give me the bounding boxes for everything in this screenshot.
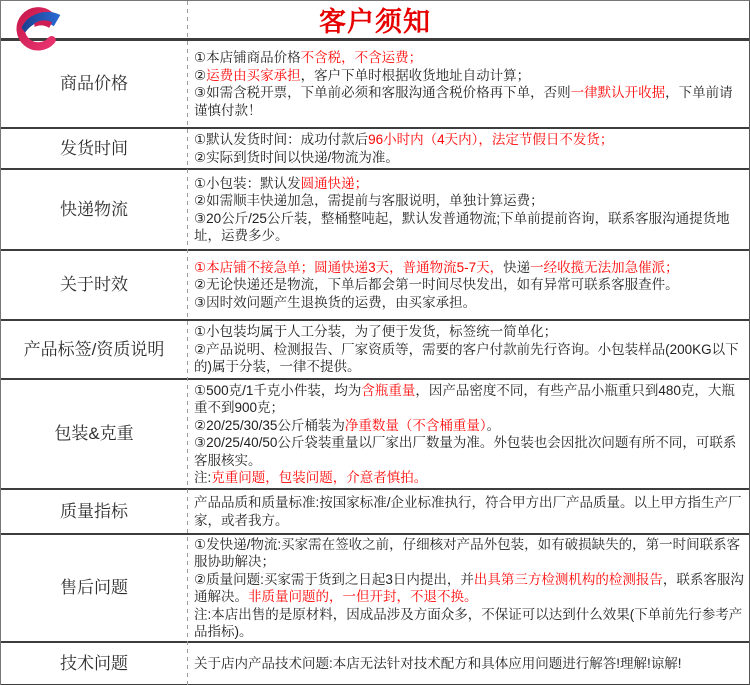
text-segment: ①默认发货时间：成功付款后	[194, 132, 369, 147]
notice-line	[194, 341, 745, 376]
text-segment: 产品品质和质量标准:按国家标准/企业标准执行，符合甲方出厂产品质量。以上甲方指生产厂家，或者我方。	[194, 495, 742, 528]
notice-line	[194, 606, 745, 641]
row-content	[187, 251, 749, 319]
text-segment: 含瓶重量	[361, 382, 416, 398]
text-segment: 运费由买家承担	[206, 67, 301, 83]
notice-line	[194, 210, 745, 245]
notice-line	[194, 84, 745, 119]
row-label-cell	[1, 380, 187, 488]
column-divider	[187, 1, 188, 685]
table-row-shipping-time	[1, 129, 749, 170]
table-row-after-sales	[1, 535, 749, 643]
notice-line	[194, 49, 745, 67]
text-segment: ③如需含税开票，下单前必须和客服沟通含税价格再下单，否则	[194, 85, 571, 100]
notice-line	[194, 276, 745, 294]
row-label-cell	[1, 490, 187, 533]
text-segment: ②质量问题:买家需于货到之日起3日内提出，并	[194, 571, 474, 587]
text-segment: 出具第三方检测机构的检测报告	[473, 571, 663, 587]
brand-logo-g-icon	[9, 3, 71, 56]
notice-line	[194, 469, 745, 487]
text-segment: ②20/25/30/35公斤桶装为	[194, 417, 345, 433]
row-label: 关于时效	[60, 275, 128, 294]
row-label: 快递物流	[60, 199, 128, 219]
row-label-cell	[1, 129, 187, 168]
notice-line	[194, 417, 745, 435]
notice-line	[194, 323, 745, 341]
text-segment: 不含税，不含运费；	[300, 50, 423, 65]
text-segment: ①500克/1千克小件装，均为	[194, 382, 362, 398]
text-segment: ①小包装：默认发	[194, 175, 301, 191]
row-label-cell	[1, 251, 187, 319]
text-segment: ①发快递/物流:买家需在签收之前，仔细核对产品外包装，如有破损缺失的，第一时间联系客服协助解决；	[194, 536, 741, 569]
page-title: 客户须知	[319, 7, 431, 37]
text-segment: 净重数量（不含桶重量）	[344, 417, 487, 433]
table-row-label-qualification	[1, 321, 749, 380]
row-content	[187, 535, 749, 641]
notice-line	[194, 67, 745, 85]
notice-line	[194, 149, 745, 167]
text-segment: 。	[486, 417, 501, 433]
text-segment: ③20/25/40/50公斤袋装重量以厂家出厂数量为准。外包装也会因批次问题有所不同，可联系客服核实。	[194, 435, 737, 468]
text-segment: ②无论快递还是物流，下单后都会第一时间尽快发出，如有异常可联系客服查件。	[194, 277, 679, 293]
notice-line	[194, 175, 745, 193]
notice-line	[194, 655, 745, 673]
row-content	[187, 321, 749, 378]
notice-line	[194, 382, 745, 417]
table-row-quality-index	[1, 490, 749, 535]
text-segment: 快递	[503, 259, 531, 275]
notice-line	[194, 131, 745, 149]
text-segment: 圆通快递；	[300, 175, 369, 191]
row-label-cell	[1, 643, 187, 684]
row-content	[187, 170, 749, 249]
text-segment: ③20公斤/25公斤装，整桶整吨起，默认发普通物流;下单前提前咨询，联系客服沟通提货地址，运费多少。	[194, 210, 730, 243]
table-row-express-logistics	[1, 170, 749, 251]
text-segment: ，因产品密度不同，有些产品小瓶重只到480克，大瓶重不到900克；	[194, 382, 735, 415]
notice-line	[194, 494, 745, 529]
text-segment: 96小时内（4天内），法定节假日不发货；	[368, 132, 614, 147]
table-row-delivery-timeliness	[1, 251, 749, 321]
row-label: 技术问题	[60, 653, 128, 673]
text-segment: ，下单前请谨慎付款！	[194, 85, 733, 118]
text-segment: ②	[194, 67, 207, 83]
table-row-packaging-weight	[1, 380, 749, 490]
row-label: 发货时间	[60, 138, 128, 158]
notice-line	[194, 536, 745, 571]
row-label-cell	[1, 170, 187, 249]
text-segment: 非质量问题的，一但开封，不退不换。	[248, 589, 478, 604]
text-segment: 注:	[194, 470, 212, 485]
text-segment: 关于店内产品技术问题:本店无法针对技术配方和具体应用问题进行解答!理解!谅解!	[194, 655, 682, 671]
header-row	[1, 1, 749, 41]
text-segment: 注:本店出售的是原材料，因成品涉及方面众多，不保证可以达到什么效果(下单前先行参考产品指标)。	[194, 606, 743, 639]
row-label: 质量指标	[60, 501, 128, 521]
row-label-cell	[1, 535, 187, 641]
notice-line	[194, 294, 745, 312]
row-content	[187, 380, 749, 488]
row-label: 售后问题	[60, 578, 128, 597]
notice-line	[194, 434, 745, 469]
row-label: 产品标签/资质说明	[23, 339, 165, 359]
text-segment: ③因时效问题产生退换货的运费，由买家承担。	[194, 294, 477, 310]
table-row-product-price	[1, 41, 749, 129]
notice-line	[194, 259, 745, 277]
text-segment: ，客户下单时根据收货地址自动计算；	[300, 67, 531, 83]
text-segment: ①本店铺不接急单；圆通快递3天，普通物流5-7天，	[194, 259, 504, 275]
row-label-cell	[1, 321, 187, 378]
notice-table	[1, 41, 749, 685]
row-content	[187, 129, 749, 168]
text-segment: ①本店铺商品价格	[194, 50, 301, 65]
text-segment: ②实际到货时间以快递/物流为准。	[194, 149, 399, 165]
text-segment: 一经收揽无法加急催派；	[530, 259, 679, 275]
text-segment: ①小包装均属于人工分装，为了便于发货，标签统一简单化；	[194, 324, 558, 340]
table-row-technical-issues	[1, 643, 749, 685]
text-segment: ，联系客服沟通解决。	[194, 571, 744, 604]
row-label: 商品价格	[60, 74, 128, 93]
text-segment: 一律默认开收据	[570, 85, 666, 100]
text-segment: ②如需顺丰快递加急，需提前与客服说明，单独计算运费；	[194, 193, 544, 208]
notice-line	[194, 571, 745, 606]
notice-line	[194, 192, 745, 210]
row-content	[187, 643, 749, 684]
row-content	[187, 490, 749, 533]
row-label: 包装&克重	[54, 424, 134, 443]
text-segment: 克重问题，包装问题，介意者慎拍。	[211, 470, 428, 485]
text-segment: ②产品说明、检测报告、厂家资质等，需要的客户付款前先行咨询。小包装样品(200KG以下的)属于分装，一律不提供。	[194, 341, 739, 375]
row-content	[187, 41, 749, 127]
